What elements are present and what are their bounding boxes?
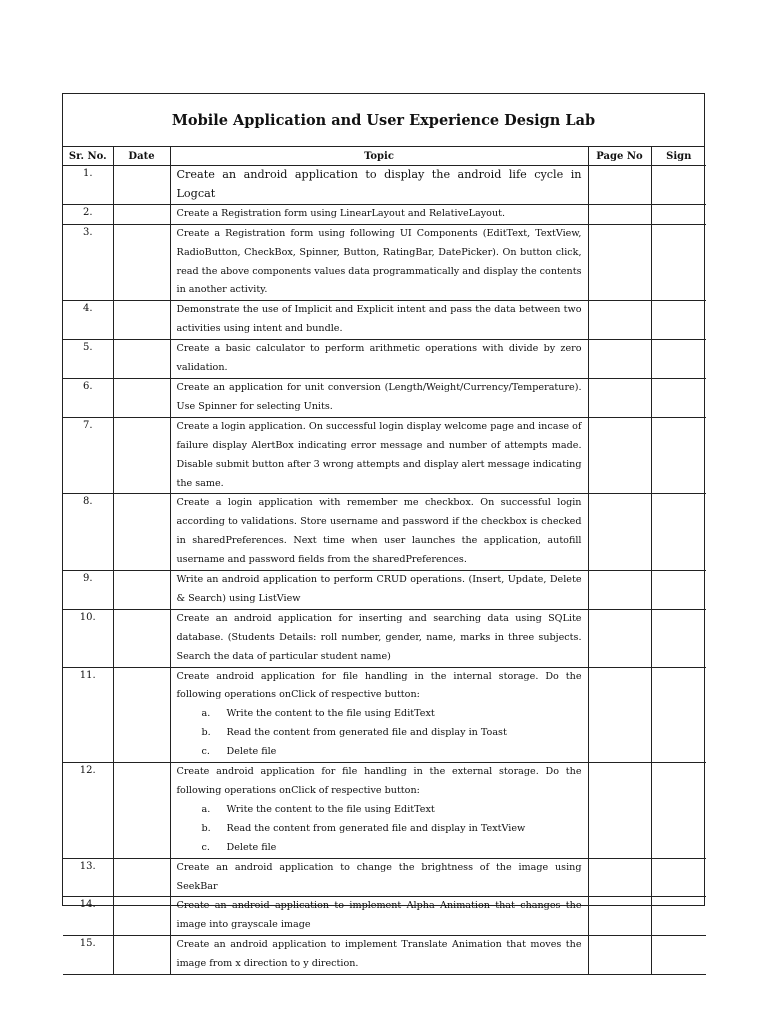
page-no-cell bbox=[588, 417, 651, 494]
page-no-cell bbox=[588, 301, 651, 340]
table-row bbox=[63, 204, 706, 224]
page-no-cell bbox=[588, 936, 651, 975]
topic-cell bbox=[170, 224, 588, 301]
page-no-cell bbox=[588, 494, 651, 571]
sign-cell bbox=[651, 378, 706, 417]
topic-text: Write an android application to perform CRUD operations. (Insert, Update, Delete & Search) using ListView bbox=[176, 574, 582, 604]
sub-item-marker: a. bbox=[201, 803, 211, 815]
date-cell bbox=[113, 301, 170, 340]
topic-cell bbox=[170, 494, 588, 571]
table-row bbox=[63, 301, 706, 340]
sign-cell bbox=[651, 667, 706, 763]
topic-cell bbox=[170, 609, 588, 667]
sr-no-cell: 10. bbox=[63, 609, 113, 667]
sr-no-cell: 14. bbox=[63, 897, 113, 936]
sign-cell bbox=[651, 858, 706, 897]
topic-text: Create an android application to implement Translate Animation that moves the image from x direction to y direction. bbox=[176, 939, 582, 970]
topic-cell bbox=[170, 571, 588, 610]
topic-cell bbox=[170, 166, 588, 205]
sub-item-marker: c. bbox=[201, 746, 210, 758]
topic-cell bbox=[170, 897, 588, 936]
date-cell bbox=[113, 667, 170, 763]
table-row bbox=[63, 378, 706, 417]
page-no-cell bbox=[588, 667, 651, 763]
date-cell bbox=[113, 340, 170, 379]
sign-cell bbox=[651, 204, 706, 224]
topic-cell bbox=[170, 340, 588, 379]
sr-no-cell: 3. bbox=[63, 224, 113, 301]
sub-item-marker: a. bbox=[201, 708, 211, 720]
sr-no-cell: 1. bbox=[63, 166, 113, 205]
topic-cell bbox=[170, 763, 588, 859]
header-page-no: Page No bbox=[588, 147, 651, 166]
sign-cell bbox=[651, 609, 706, 667]
table-row bbox=[63, 571, 706, 610]
sub-item bbox=[177, 705, 582, 724]
topic-text: Create an android application to change the brightness of the image using SeekBar bbox=[176, 861, 582, 892]
sub-item bbox=[177, 801, 582, 820]
topic-text: Create an application for unit conversion (Length/Weight/Currency/Temperature). Use Spinner for selecting Units. bbox=[176, 381, 582, 412]
document-title: Mobile Application and User Experience Design Lab bbox=[63, 94, 704, 147]
header-topic: Topic bbox=[170, 147, 588, 166]
topic-text: Create an android application to display the android life cycle in Logcat bbox=[176, 168, 582, 200]
sign-cell bbox=[651, 340, 706, 379]
sign-cell bbox=[651, 763, 706, 859]
page-no-cell bbox=[588, 763, 651, 859]
experiment-table bbox=[63, 147, 706, 975]
sub-item-marker: c. bbox=[201, 841, 210, 853]
sub-item-marker: b. bbox=[201, 822, 211, 834]
topic-cell bbox=[170, 936, 588, 975]
date-cell bbox=[113, 417, 170, 494]
sub-item-text: Write the content to the file using EditText bbox=[226, 708, 435, 720]
date-cell bbox=[113, 609, 170, 667]
topic-text: Create android application for file handling in the external storage. Do the following operations onClick of respective button: bbox=[176, 766, 582, 796]
sub-item-text: Read the content from generated file and display in TextView bbox=[226, 822, 526, 834]
header-sr-no: Sr. No. bbox=[63, 147, 113, 166]
date-cell bbox=[113, 936, 170, 975]
sub-item bbox=[177, 820, 582, 839]
sub-item-marker: b. bbox=[201, 727, 211, 739]
sign-cell bbox=[651, 417, 706, 494]
date-cell bbox=[113, 571, 170, 610]
topic-text: Create a login application. On successful login display welcome page and incase of failure display AlertBox indicating error message and number of attempts made. Disable submit button after 3 wrong attempts and display alert message indicating the same. bbox=[176, 420, 582, 489]
table-row bbox=[63, 224, 706, 301]
header-date: Date bbox=[113, 147, 170, 166]
sign-cell bbox=[651, 936, 706, 975]
topic-cell bbox=[170, 301, 588, 340]
table-row bbox=[63, 763, 706, 859]
table-row bbox=[63, 897, 706, 936]
sub-item-text: Delete file bbox=[226, 841, 277, 853]
sr-no-cell: 2. bbox=[63, 204, 113, 224]
lab-index-sheet bbox=[62, 93, 705, 970]
date-cell bbox=[113, 166, 170, 205]
sign-cell bbox=[651, 494, 706, 571]
page-no-cell bbox=[588, 858, 651, 897]
topic-text: Create an android application for inserting and searching data using SQLite database. (Students Details: roll number, gender, name, marks in three subjects. Search the data of particular student name) bbox=[176, 612, 582, 662]
topic-text: Create android application for file handling in the internal storage. Do the following operations onClick of respective button: bbox=[176, 670, 582, 701]
sr-no-cell: 5. bbox=[63, 340, 113, 379]
sr-no-cell: 11. bbox=[63, 667, 113, 763]
header-sign: Sign bbox=[651, 147, 706, 166]
topic-text: Create a Registration form using LinearLayout and RelativeLayout. bbox=[176, 207, 506, 219]
sub-item bbox=[177, 724, 582, 743]
topic-cell bbox=[170, 378, 588, 417]
sr-no-cell: 15. bbox=[63, 936, 113, 975]
topic-text: Create a Registration form using following UI Components (EditText, TextView, RadioButton, CheckBox, Spinner, Button, RatingBar, DatePicker). On button click, read the above components values data programmatically and display the contents in another activity. bbox=[176, 227, 582, 296]
sr-no-cell: 13. bbox=[63, 858, 113, 897]
date-cell bbox=[113, 763, 170, 859]
date-cell bbox=[113, 494, 170, 571]
sign-cell bbox=[651, 224, 706, 301]
date-cell bbox=[113, 378, 170, 417]
sr-no-cell: 4. bbox=[63, 301, 113, 340]
topic-cell bbox=[170, 667, 588, 763]
page-no-cell bbox=[588, 340, 651, 379]
sub-item bbox=[177, 743, 582, 762]
table-row bbox=[63, 936, 706, 975]
topic-cell bbox=[170, 204, 588, 224]
table-row bbox=[63, 166, 706, 205]
sign-cell bbox=[651, 571, 706, 610]
sign-cell bbox=[651, 166, 706, 205]
date-cell bbox=[113, 897, 170, 936]
table-header-row bbox=[63, 147, 706, 166]
sr-no-cell: 6. bbox=[63, 378, 113, 417]
topic-text: Create a basic calculator to perform arithmetic operations with divide by zero validation. bbox=[176, 343, 582, 374]
table-row bbox=[63, 494, 706, 571]
page-no-cell bbox=[588, 897, 651, 936]
sub-item-text: Write the content to the file using EditText bbox=[226, 803, 435, 815]
date-cell bbox=[113, 204, 170, 224]
sr-no-cell: 8. bbox=[63, 494, 113, 571]
date-cell bbox=[113, 858, 170, 897]
table-row bbox=[63, 340, 706, 379]
sr-no-cell: 7. bbox=[63, 417, 113, 494]
table-row bbox=[63, 667, 706, 763]
topic-cell bbox=[170, 858, 588, 897]
sr-no-cell: 9. bbox=[63, 571, 113, 610]
page-no-cell bbox=[588, 378, 651, 417]
table-row bbox=[63, 858, 706, 897]
page-no-cell bbox=[588, 166, 651, 205]
sr-no-cell: 12. bbox=[63, 763, 113, 859]
date-cell bbox=[113, 224, 170, 301]
page-no-cell bbox=[588, 224, 651, 301]
topic-text: Demonstrate the use of Implicit and Explicit intent and pass the data between two activities using intent and bundle. bbox=[176, 304, 582, 335]
page-no-cell bbox=[588, 571, 651, 610]
table-row bbox=[63, 609, 706, 667]
topic-cell bbox=[170, 417, 588, 494]
table-row bbox=[63, 417, 706, 494]
topic-text: Create a login application with remember me checkbox. On successful login according to validations. Store username and password if the checkbox is checked in sharedPreferences. Next time when user launches the application, autofill username and password fields from the sharedPreferences. bbox=[176, 497, 582, 566]
page-no-cell bbox=[588, 609, 651, 667]
topic-text: Create an android application to implement Alpha Animation that changes the image into grayscale image bbox=[176, 900, 582, 931]
sub-item bbox=[177, 839, 582, 858]
sub-item-text: Read the content from generated file and display in Toast bbox=[226, 727, 507, 739]
sign-cell bbox=[651, 301, 706, 340]
page-no-cell bbox=[588, 204, 651, 224]
sign-cell bbox=[651, 897, 706, 936]
sub-item-text: Delete file bbox=[226, 746, 277, 758]
